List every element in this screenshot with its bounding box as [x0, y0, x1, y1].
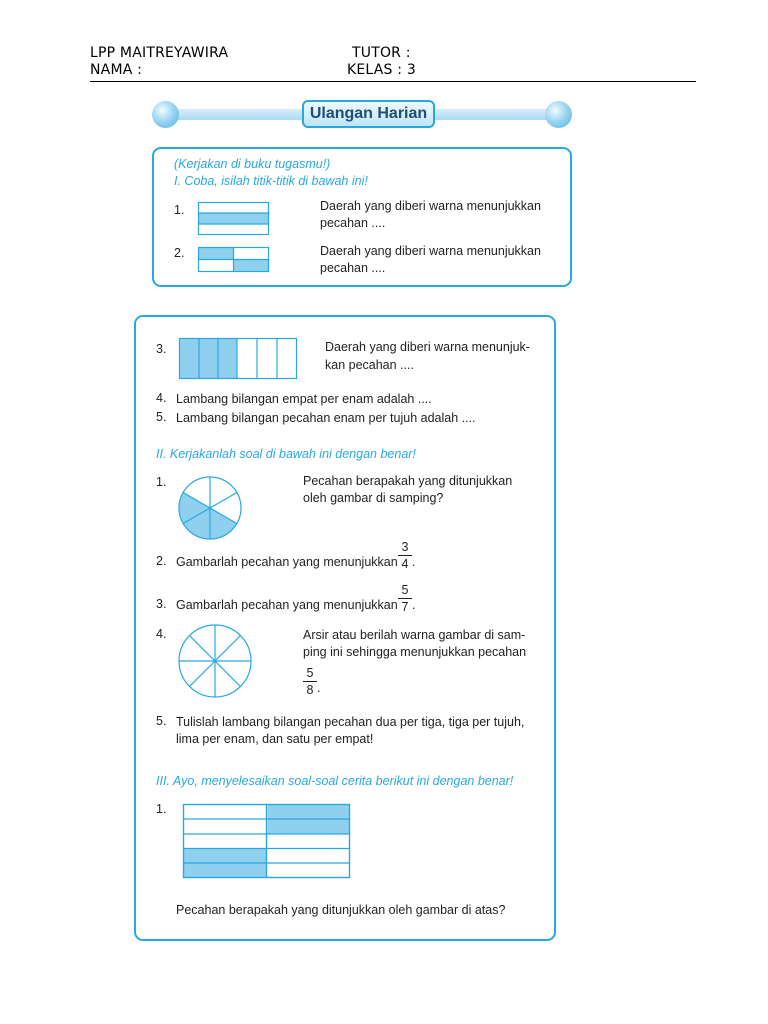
header-rule	[90, 81, 696, 82]
six-slice-pie-figure	[179, 477, 243, 541]
four-cell-fraction-figure	[198, 247, 270, 273]
section-one-heading: I. Coba, isilah titik-titik di bawah ini!	[174, 174, 368, 188]
item-number: 1.	[174, 203, 185, 217]
ten-cell-grid-figure	[183, 804, 353, 880]
question-text: Daerah yang diberi warna menunjukkan	[320, 199, 541, 213]
name-label: NAMA :	[90, 62, 143, 78]
fraction-bar	[398, 598, 412, 599]
question-text: Pecahan berapakah yang ditunjukkan oleh gambar di atas?	[176, 903, 506, 917]
fraction-bar	[303, 681, 317, 682]
school-name: LPP MAITREYAWIRA	[90, 45, 229, 61]
question-text: Tulislah lambang bilangan pecahan dua per tiga, tiga per tujuh,	[176, 715, 525, 729]
question-text: Gambarlah pecahan yang menunjukkan	[176, 598, 398, 612]
right-orb-icon	[545, 101, 572, 128]
section-two-panel	[134, 315, 556, 941]
fraction-denominator: 4	[401, 557, 409, 571]
fraction-numerator: 5	[306, 666, 314, 680]
item-number: 3.	[156, 597, 167, 611]
item-number: 4.	[156, 627, 167, 641]
question-text: Arsir atau berilah warna gambar di sam-	[303, 628, 526, 642]
question-text: Gambarlah pecahan yang menunjukkan	[176, 555, 398, 569]
question-text: Lambang bilangan pecahan enam per tujuh adalah ....	[176, 411, 476, 425]
question-text: Pecahan berapakah yang ditunjukkan	[303, 474, 513, 488]
question-text: Daerah yang diberi warna menunjukkan	[320, 244, 541, 258]
question-text: pecahan ....	[320, 216, 386, 230]
item-number: 2.	[156, 554, 167, 568]
item-number: 5.	[156, 410, 167, 424]
question-text: Lambang bilangan empat per enam adalah ....	[176, 392, 432, 406]
question-text: Daerah yang diberi warna menunjuk-	[325, 340, 530, 354]
item-number: 5.	[156, 714, 167, 728]
item-number: 3.	[156, 342, 167, 356]
fraction-period: .	[412, 555, 416, 569]
title-bar	[152, 99, 572, 130]
section-one-panel	[152, 147, 572, 287]
question-text: ping ini sehingga menunjukkan pecahan	[303, 645, 527, 659]
fraction	[303, 666, 317, 697]
question-text: lima per enam, dan satu per empat!	[176, 732, 374, 746]
fraction-bar	[398, 555, 412, 556]
eight-slice-circle-figure	[179, 625, 253, 699]
tutor-label: TUTOR :	[352, 45, 411, 61]
class-label: KELAS : 3	[347, 62, 416, 78]
six-column-fraction-figure	[179, 338, 299, 380]
fraction-period: .	[412, 598, 416, 612]
fraction-period: .	[317, 681, 321, 695]
fraction-denominator: 7	[401, 600, 409, 614]
question-text: oleh gambar di samping?	[303, 491, 444, 505]
fraction-numerator: 3	[401, 540, 409, 554]
question-text: pecahan ....	[320, 261, 386, 275]
question-text: kan pecahan ....	[325, 358, 414, 372]
section-three-heading: III. Ayo, menyelesaikan soal-soal cerita berikut ini dengan benar!	[156, 774, 514, 788]
fraction-numerator: 5	[401, 583, 409, 597]
item-number: 1.	[156, 802, 167, 816]
item-number: 2.	[174, 246, 185, 260]
instruction-text: (Kerjakan di buku tugasmu!)	[174, 157, 331, 171]
fraction	[398, 540, 412, 571]
left-orb-icon	[152, 101, 179, 128]
three-row-fraction-figure	[198, 202, 270, 236]
item-number: 4.	[156, 391, 167, 405]
fraction	[398, 583, 412, 614]
page-title: Ulangan Harian	[302, 100, 435, 128]
item-number: 1.	[156, 475, 167, 489]
section-two-heading: II. Kerjakanlah soal di bawah ini dengan benar!	[156, 447, 416, 461]
fraction-denominator: 8	[306, 683, 314, 697]
